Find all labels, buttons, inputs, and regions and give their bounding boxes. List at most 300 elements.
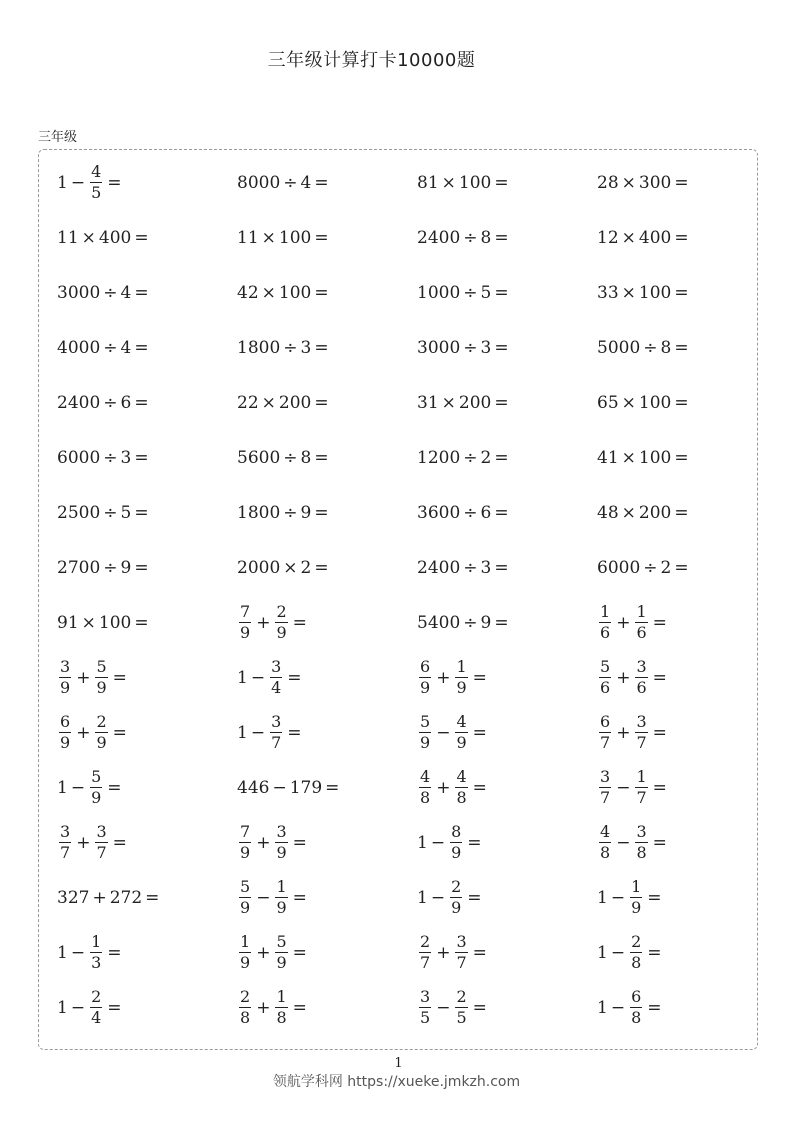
problem-row: [57, 485, 777, 540]
problem-item: [57, 320, 152, 375]
operator: −: [70, 942, 86, 963]
numerator: 3: [271, 712, 282, 731]
problem-item: [237, 760, 342, 815]
number: 4: [300, 172, 312, 193]
fraction: [275, 879, 287, 916]
problem-item: [597, 320, 692, 375]
numerator: 6: [600, 712, 611, 731]
fraction: [599, 769, 611, 806]
problem-item: [597, 540, 692, 595]
operator: =: [292, 997, 307, 1018]
problem-item: [597, 650, 670, 705]
operator: =: [112, 722, 127, 743]
numerator: 1: [636, 602, 647, 621]
number: 5: [120, 502, 132, 523]
operator: +: [616, 667, 631, 688]
denominator: 9: [276, 843, 287, 862]
operator: ×: [621, 447, 636, 468]
denominator: 8: [636, 843, 647, 862]
denominator: 5: [91, 183, 102, 202]
problem-item: [417, 650, 490, 705]
fraction: [239, 989, 251, 1026]
denominator: 8: [420, 788, 431, 807]
operator: =: [112, 832, 127, 853]
problem-item: [57, 375, 152, 430]
number: 4: [120, 282, 132, 303]
operator: =: [314, 502, 329, 523]
fraction: [599, 604, 611, 641]
denominator: 9: [451, 898, 462, 917]
operator: =: [652, 612, 667, 633]
denominator: 6: [636, 623, 647, 642]
operator: =: [674, 447, 689, 468]
number: 9: [300, 502, 312, 523]
operator: =: [494, 557, 509, 578]
number: 100: [98, 612, 132, 633]
operator: =: [287, 667, 302, 688]
operator: =: [647, 942, 662, 963]
number: 2700: [57, 557, 101, 578]
fraction: [450, 824, 462, 861]
operator: ÷: [103, 557, 118, 578]
number: 33: [597, 282, 619, 303]
operator: =: [494, 392, 509, 413]
operator: =: [494, 282, 509, 303]
numerator: 2: [91, 987, 102, 1006]
denominator: 5: [456, 1008, 467, 1027]
problem-item: [57, 980, 125, 1035]
numerator: 1: [631, 877, 642, 896]
denominator: 6: [600, 623, 611, 642]
fraction: [599, 824, 611, 861]
problem-item: [417, 430, 512, 485]
operator: +: [616, 612, 631, 633]
numerator: 3: [60, 657, 71, 676]
numerator: 5: [96, 657, 107, 676]
operator: +: [256, 612, 271, 633]
operator: =: [314, 337, 329, 358]
fraction: [455, 934, 467, 971]
operator: =: [287, 722, 302, 743]
problem-item: [57, 705, 130, 760]
number: 8: [480, 227, 492, 248]
fraction: [450, 879, 462, 916]
problem-row: [57, 980, 777, 1035]
numerator: 4: [91, 162, 102, 181]
number: 2400: [57, 392, 101, 413]
fraction: [95, 824, 107, 861]
operator: −: [430, 832, 446, 853]
number: 9: [480, 612, 492, 633]
numerator: 5: [600, 657, 611, 676]
number: 5: [480, 282, 492, 303]
number: 2000: [237, 557, 281, 578]
operator: =: [325, 777, 340, 798]
operator: ÷: [463, 227, 478, 248]
numerator: 3: [276, 822, 287, 841]
fraction: [95, 659, 107, 696]
denominator: 4: [271, 678, 282, 697]
number: 200: [278, 392, 312, 413]
numerator: 2: [240, 987, 251, 1006]
problem-item: [597, 430, 692, 485]
operator: =: [112, 667, 127, 688]
operator: =: [314, 227, 329, 248]
number: 100: [638, 282, 672, 303]
fraction: [90, 164, 102, 201]
operator: ÷: [103, 282, 118, 303]
denominator: 9: [276, 898, 287, 917]
page-number: 1: [394, 1056, 403, 1071]
operator: ÷: [463, 447, 478, 468]
number: 81: [417, 172, 439, 193]
numerator: 7: [240, 822, 251, 841]
operator: ×: [261, 227, 276, 248]
denominator: 9: [276, 953, 287, 972]
numerator: 6: [60, 712, 71, 731]
number: 6: [120, 392, 132, 413]
problem-item: [597, 870, 665, 925]
problem-item: [57, 925, 125, 980]
operator: =: [674, 502, 689, 523]
denominator: 9: [60, 678, 71, 697]
number: 2400: [417, 557, 461, 578]
operator: −: [610, 887, 626, 908]
operator: +: [436, 667, 451, 688]
problem-item: [237, 210, 332, 265]
fraction: [95, 714, 107, 751]
denominator: 5: [420, 1008, 431, 1027]
denominator: 7: [96, 843, 107, 862]
denominator: 8: [456, 788, 467, 807]
problem-item: [237, 925, 310, 980]
problem-item: [417, 815, 485, 870]
problem-item: [597, 210, 692, 265]
problem-item: [417, 595, 512, 650]
numerator: 7: [240, 602, 251, 621]
operator: =: [652, 832, 667, 853]
number: 1: [237, 667, 248, 688]
operator: −: [70, 172, 86, 193]
denominator: 8: [631, 1008, 642, 1027]
denominator: 9: [240, 623, 251, 642]
denominator: 9: [631, 898, 642, 917]
denominator: 9: [456, 678, 467, 697]
operator: +: [436, 777, 451, 798]
numerator: 3: [636, 657, 647, 676]
fraction: [635, 769, 647, 806]
problem-item: [417, 320, 512, 375]
number: 11: [57, 227, 79, 248]
denominator: 9: [60, 733, 71, 752]
problem-row: [57, 210, 777, 265]
number: 2500: [57, 502, 101, 523]
denominator: 7: [600, 733, 611, 752]
problem-item: [417, 210, 512, 265]
operator: =: [494, 172, 509, 193]
number: 1000: [417, 282, 461, 303]
problem-item: [237, 980, 310, 1035]
problem-row: [57, 925, 777, 980]
operator: =: [472, 997, 487, 1018]
number: 6000: [57, 447, 101, 468]
numerator: 5: [276, 932, 287, 951]
problem-item: [57, 540, 152, 595]
problem-item: [417, 375, 512, 430]
number: 1: [57, 942, 68, 963]
problem-item: [417, 155, 512, 210]
numerator: 1: [276, 877, 287, 896]
operator: −: [430, 887, 446, 908]
problem-row: [57, 540, 777, 595]
denominator: 9: [240, 898, 251, 917]
problem-item: [237, 705, 305, 760]
numerator: 2: [451, 877, 462, 896]
numerator: 4: [420, 767, 431, 786]
problem-item: [237, 320, 332, 375]
number: 200: [458, 392, 492, 413]
denominator: 7: [60, 843, 71, 862]
number: 100: [458, 172, 492, 193]
denominator: 8: [240, 1008, 251, 1027]
numerator: 6: [420, 657, 431, 676]
number: 3: [120, 447, 132, 468]
number: 400: [98, 227, 132, 248]
number: 1: [597, 887, 608, 908]
problem-row: [57, 265, 777, 320]
operator: ÷: [463, 612, 478, 633]
number: 8: [300, 447, 312, 468]
denominator: 6: [600, 678, 611, 697]
problem-item: [237, 265, 332, 320]
fraction: [239, 604, 251, 641]
problem-row: [57, 375, 777, 430]
problem-item: [597, 155, 692, 210]
denominator: 7: [636, 788, 647, 807]
numerator: 2: [420, 932, 431, 951]
operator: ÷: [463, 337, 478, 358]
fraction: [90, 769, 102, 806]
number: 1200: [417, 447, 461, 468]
problem-item: [597, 595, 670, 650]
operator: ×: [441, 172, 456, 193]
number: 1: [57, 997, 68, 1018]
operator: =: [107, 997, 122, 1018]
operator: ÷: [103, 502, 118, 523]
operator: =: [652, 667, 667, 688]
operator: =: [292, 832, 307, 853]
operator: ÷: [103, 447, 118, 468]
problem-item: [417, 705, 490, 760]
number: 3000: [417, 337, 461, 358]
number: 8000: [237, 172, 281, 193]
number: 1: [417, 832, 428, 853]
problem-row: [57, 430, 777, 485]
fraction: [455, 714, 467, 751]
denominator: 9: [91, 788, 102, 807]
operator: −: [70, 777, 86, 798]
operator: =: [107, 777, 122, 798]
problem-item: [237, 155, 332, 210]
operator: =: [292, 612, 307, 633]
operator: =: [674, 557, 689, 578]
problem-item: [57, 265, 152, 320]
operator: ×: [261, 392, 276, 413]
problem-item: [417, 540, 512, 595]
operator: ÷: [283, 172, 298, 193]
operator: =: [494, 447, 509, 468]
operator: =: [494, 612, 509, 633]
operator: =: [134, 502, 149, 523]
number: 100: [638, 447, 672, 468]
problem-item: [237, 595, 310, 650]
fraction: [635, 604, 647, 641]
operator: =: [674, 392, 689, 413]
numerator: 4: [456, 712, 467, 731]
problem-item: [597, 485, 692, 540]
operator: =: [107, 172, 122, 193]
fraction: [59, 824, 71, 861]
fraction: [239, 934, 251, 971]
problem-row: [57, 705, 777, 760]
operator: −: [436, 997, 451, 1018]
operator: =: [494, 502, 509, 523]
operator: =: [314, 172, 329, 193]
numerator: 5: [240, 877, 251, 896]
problem-item: [597, 760, 670, 815]
number: 446: [237, 777, 270, 798]
problem-item: [417, 265, 512, 320]
numerator: 1: [240, 932, 251, 951]
denominator: 9: [240, 843, 251, 862]
fraction: [239, 824, 251, 861]
operator: =: [314, 392, 329, 413]
problem-row: [57, 155, 777, 210]
operator: =: [134, 337, 149, 358]
number: 22: [237, 392, 259, 413]
numerator: 5: [91, 767, 102, 786]
operator: =: [467, 832, 482, 853]
number: 5600: [237, 447, 281, 468]
number: 5000: [597, 337, 641, 358]
problem-item: [597, 980, 665, 1035]
operator: +: [256, 997, 271, 1018]
denominator: 9: [240, 953, 251, 972]
number: 272: [109, 887, 143, 908]
operator: ×: [81, 227, 96, 248]
operator: ×: [283, 557, 298, 578]
numerator: 1: [600, 602, 611, 621]
footer-watermark: 领航学科网 https://xueke.jmkzh.com: [272, 1074, 521, 1090]
number: 1: [417, 887, 428, 908]
number: 3: [480, 337, 492, 358]
operator: =: [674, 172, 689, 193]
number: 300: [638, 172, 672, 193]
operator: ÷: [463, 502, 478, 523]
number: 48: [597, 502, 619, 523]
operator: ×: [261, 282, 276, 303]
problem-item: [597, 705, 670, 760]
operator: −: [250, 722, 266, 743]
fraction: [635, 824, 647, 861]
operator: =: [292, 887, 307, 908]
number: 65: [597, 392, 619, 413]
fraction: [635, 714, 647, 751]
numerator: 1: [276, 987, 287, 1006]
page-title: 三年级计算打卡10000题: [267, 50, 476, 71]
operator: =: [134, 392, 149, 413]
number: 400: [638, 227, 672, 248]
operator: −: [610, 942, 626, 963]
operator: =: [674, 337, 689, 358]
numerator: 2: [456, 987, 467, 1006]
fraction: [419, 934, 431, 971]
fraction: [275, 824, 287, 861]
operator: =: [145, 887, 160, 908]
problem-row: [57, 760, 777, 815]
numerator: 2: [96, 712, 107, 731]
operator: ÷: [463, 557, 478, 578]
number: 12: [597, 227, 619, 248]
denominator: 7: [600, 788, 611, 807]
problem-row: [57, 650, 777, 705]
denominator: 7: [456, 953, 467, 972]
numerator: 3: [96, 822, 107, 841]
problem-item: [597, 815, 670, 870]
operator: =: [674, 282, 689, 303]
numerator: 2: [631, 932, 642, 951]
denominator: 7: [636, 733, 647, 752]
operator: −: [610, 997, 626, 1018]
number: 179: [289, 777, 323, 798]
section-label: 三年级: [38, 130, 78, 145]
operator: −: [436, 722, 451, 743]
fraction: [635, 659, 647, 696]
operator: −: [616, 832, 631, 853]
operator: =: [467, 887, 482, 908]
denominator: 7: [420, 953, 431, 972]
operator: −: [250, 667, 266, 688]
problem-item: [237, 540, 332, 595]
numerator: 6: [631, 987, 642, 1006]
problem-item: [57, 595, 152, 650]
problem-item: [57, 650, 130, 705]
number: 6: [480, 502, 492, 523]
fraction: [239, 879, 251, 916]
fraction: [90, 934, 102, 971]
number: 3: [480, 557, 492, 578]
fraction: [455, 769, 467, 806]
denominator: 6: [636, 678, 647, 697]
numerator: 1: [636, 767, 647, 786]
number: 41: [597, 447, 619, 468]
numerator: 1: [91, 932, 102, 951]
number: 28: [597, 172, 619, 193]
denominator: 9: [420, 733, 431, 752]
problem-item: [417, 760, 490, 815]
operator: =: [292, 942, 307, 963]
operator: =: [652, 722, 667, 743]
problem-item: [237, 815, 310, 870]
problem-item: [417, 925, 490, 980]
operator: −: [70, 997, 86, 1018]
operator: +: [92, 887, 107, 908]
number: 42: [237, 282, 259, 303]
denominator: 3: [91, 953, 102, 972]
number: 9: [120, 557, 132, 578]
problem-item: [597, 375, 692, 430]
fraction: [630, 934, 642, 971]
